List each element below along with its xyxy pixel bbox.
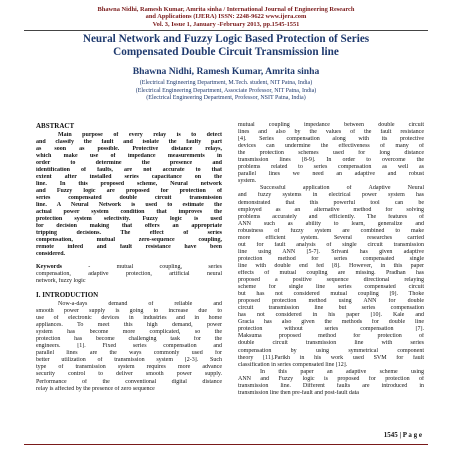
body-line: scheme for single line series compensated circuit <box>238 284 424 291</box>
keywords-line: compensation, adaptive protection, artificial neural <box>36 271 222 278</box>
body-line: [4]. Series compensation along with its protective <box>238 136 424 143</box>
body-line: problems accurately and efficiently. The features of <box>238 213 424 220</box>
paper-title <box>30 33 422 58</box>
body-line: line with double end fed [8]. However, in this paper <box>238 262 424 269</box>
paper-title-line1: Neural Network and Fuzzy Logic Based Protection of Series <box>82 33 370 45</box>
abstract-line: series compensated double circuit transmission <box>36 194 222 201</box>
body-line: problems related to series compensation as well as <box>238 164 424 171</box>
introduction-body <box>36 301 222 393</box>
keywords-label: Keywords <box>36 264 62 271</box>
body-line: more efficient system. Several researches carried <box>238 234 424 241</box>
abstract-line: tripping decisions. The effect of series <box>36 230 222 237</box>
body-line: devices can undermine the effectiveness of many of <box>238 143 424 150</box>
body-line: Maksuma proposed method for protection of <box>238 333 424 340</box>
header-rule <box>24 30 428 31</box>
intro-line: smooth power supply is going to increase due to <box>36 308 222 315</box>
intro-line: protection has become challenging task for the <box>36 336 222 343</box>
affiliation-1: (Electrical Engineering Department, M.Tech. student, NIT Patna, India) <box>139 80 313 86</box>
abstract-line: and Fuzzy logic are proposed for protection of <box>36 187 222 194</box>
intro-line: engineers. [1]. Fixed series compensation and <box>36 343 222 350</box>
body-line: protection method for series compensated single <box>238 255 424 262</box>
body-line: parallel lines we need an adaptive and robust <box>238 171 424 178</box>
intro-line: Performance of the conventional digital distance <box>36 378 222 385</box>
abstract-line: protection system selectivity. Fuzzy logic is used <box>36 216 222 223</box>
body-line: Successful application of Adaptive Neural <box>260 185 424 192</box>
body-line: proposed protection method using ANN for double <box>238 298 424 305</box>
body-line: robustness of fuzzy system are combined to make <box>238 227 424 234</box>
body-line: circuit transmission line but series compensation <box>238 305 424 312</box>
page-number: 1545 | P a g e <box>383 431 422 439</box>
intro-line: relay is affected by the presence of zero sequence <box>36 385 155 392</box>
body-line: classification in series compensated line [12]. <box>238 361 348 368</box>
intro-line: better utilization of transmission system [2-3]. Such <box>36 357 222 364</box>
body-line: double circuit transmission line with series <box>238 340 424 347</box>
body-line: lines and also by the values of the fault resistance <box>238 129 424 136</box>
body-line: transmission lines [8-9]. In order to overcome the <box>238 157 424 164</box>
keywords-block <box>36 264 222 285</box>
intro-line: system has become more complicated, so the <box>36 329 222 336</box>
abstract-line: actual power system condition that improves the <box>36 209 222 216</box>
body-line: has not considered in his paper [10]. Kale and <box>238 312 424 319</box>
body-line: In this paper an adaptive scheme using <box>260 368 424 375</box>
abstract-line: line. A Neural Network is used to estimate the <box>36 201 222 208</box>
intro-line: security control to deliver smooth power supply. <box>36 371 222 378</box>
keywords-text: - mutual coupling, series <box>88 264 222 271</box>
body-line: Gracia has also given the methods for double line <box>238 319 424 326</box>
body-line: line using ANN [5-7]. Srivani has given adaptive <box>238 248 424 255</box>
body-line: system. <box>238 178 257 185</box>
right-para-1 <box>238 122 424 185</box>
paper-title-line2: Compensated Double Circuit Transmission line <box>113 45 339 58</box>
body-line: out for fault analysis of single circuit transmission <box>238 241 424 248</box>
abstract-line: identification of faults, are not accurate to that <box>36 166 222 173</box>
journal-header <box>30 6 422 28</box>
journal-header-line3: Vol. 3, Issue 1, January -February 2013, pp.1545-1551 <box>152 20 300 28</box>
affiliation-2: (Electrical Engineering Department, Associate Professor, NIT Patna, India) <box>135 87 317 94</box>
body-line: mutual coupling impedance between double circuit <box>238 122 424 128</box>
body-line: ANN and Fuzzy logic is proposed for protection of <box>238 375 424 382</box>
introduction-heading: I. INTRODUCTION <box>36 291 99 300</box>
abstract-line: considered. <box>36 251 66 258</box>
journal-header-line1: Bhawna Nidhi, Ramesh Kumar, Amrita sinha / International Journal of Engineering Research <box>97 6 355 13</box>
abstract-body <box>36 132 222 259</box>
intro-line: type of transmission system requires more advance <box>36 364 222 371</box>
body-line: transmission line. Different faults are introduced in <box>238 382 424 389</box>
abstract-line: order to determine the presence and <box>36 159 222 166</box>
footer-rule <box>24 444 428 445</box>
keywords-line <box>36 264 222 271</box>
paper-authors: Bhawna Nidhi, Ramesh Kumar, Amrita sinha <box>132 66 320 77</box>
intro-line: parallel lines are the ways commonly used for <box>36 350 222 357</box>
affiliation-3: (Electrical Engineering Department, Professor, NSIT Patna, India) <box>146 95 306 102</box>
abstract-heading: ABSTRACT <box>36 122 75 130</box>
abstract-line: remote infeed and fault resistance have been <box>36 244 222 251</box>
affiliations <box>30 80 422 103</box>
body-line: protection without series compensation [7]. <box>238 326 424 333</box>
abstract-line: for decision making that offers an appropriate <box>36 223 222 230</box>
abstract-line: line. In this proposed scheme, Neural network <box>36 180 222 187</box>
body-line: theory [11].Parikh in his work used SVM for fault <box>238 354 424 361</box>
body-line: the protection schemes used for long distance <box>238 150 424 157</box>
intro-line: appliances. To meet this high demand, power <box>36 322 222 329</box>
abstract-line: as soon as possible. Protective distance relays, <box>36 145 222 152</box>
right-para-2 <box>238 185 424 368</box>
right-para-3 <box>238 369 424 397</box>
body-line: employed as an alternative method for solving <box>238 206 424 213</box>
intro-line: Now-a-days demand of reliable and <box>58 300 222 307</box>
body-line: proposed a positive sequence directional relaying <box>238 277 424 284</box>
body-line: compensation by using symmetrical component <box>238 347 424 354</box>
body-line: and fuzzy systems in electrical power system has <box>238 192 424 199</box>
body-line: effects of mutual coupling are missing. Pradhan has <box>238 269 424 276</box>
abstract-line: which make use of impedance measurements in <box>36 152 222 159</box>
abstract-line: extent after installed series capacitance on the <box>36 173 222 180</box>
abstract-line: and classify the fault and isolate the faulty part <box>36 138 222 145</box>
intro-line: use of electronic devices in industries and in home <box>36 315 222 322</box>
body-line: transmission line then pre-fault and post-fault data <box>238 389 359 396</box>
body-line: demonstrated that this powerful tool can be <box>238 199 424 206</box>
abstract-line: compensation, mutual zero-sequence coupling, <box>36 237 222 244</box>
body-line: but has not considered mutual coupling [9]. Thoke <box>238 291 424 298</box>
keywords-line: network, fuzzy logic <box>36 278 86 285</box>
left-column <box>36 122 222 393</box>
body-line: ANN such as ability to learn, generalize and <box>238 220 424 227</box>
journal-header-line2: and Applications (IJERA) ISSN: 2248-9622 www.ijera.com <box>145 13 307 21</box>
right-column <box>238 122 424 397</box>
abstract-line: Main purpose of every relay is to detect <box>58 131 222 138</box>
